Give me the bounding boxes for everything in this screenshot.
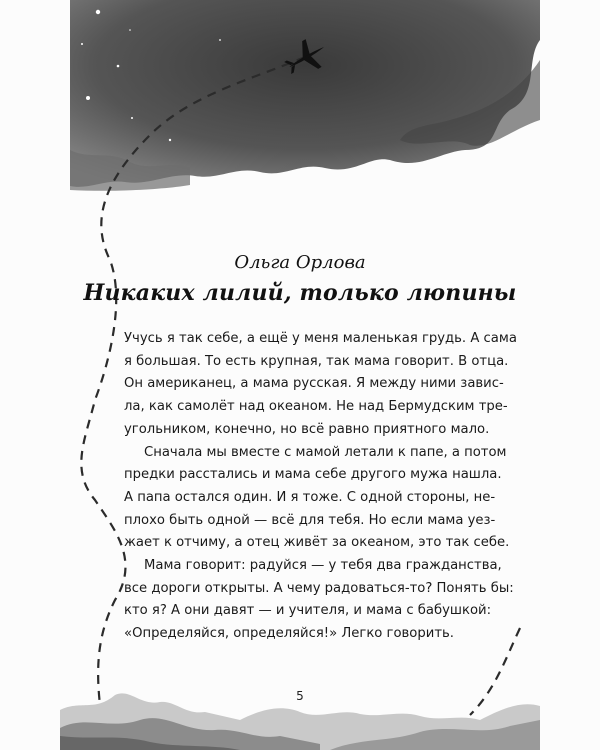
chapter-title: Никаких лилий, только люпины: [83, 280, 517, 306]
page-number: 5: [296, 689, 304, 703]
airplane-icon: [280, 33, 332, 82]
author-name: Ольга Орлова: [234, 252, 366, 273]
text-line: я большая. То есть крупная, так мама говорит. В отца.: [124, 353, 509, 369]
text-line: Учусь я так себе, а ещё у меня маленькая грудь. А сама: [124, 331, 517, 346]
text-line: ла, как самолёт над океаном. Не над Бермудским тре-: [124, 399, 508, 415]
text-line: угольником, конечно, но всё равно приятного мало.: [124, 421, 490, 437]
text-line: Мама говорит: радуйся — у тебя два гражданства,: [144, 558, 502, 574]
text-line: предки расстались и мама себе другого мужа нашла.: [124, 467, 502, 483]
text-line: А папа остался один. И я тоже. С одной стороны, не-: [124, 489, 496, 505]
text-line: плохо быть одной — всё для тебя. Но если мама уез-: [124, 512, 496, 528]
text-line: Он американец, а мама русская. Я между ними завис-: [124, 376, 504, 392]
text-line: «Определяйся, определяйся!» Легко говорить.: [124, 626, 454, 642]
text-line: жает к отчиму, а отец живёт за океаном, это так себе.: [124, 535, 510, 551]
text-line: Сначала мы вместе с мамой летали к папе, а потом: [144, 444, 507, 460]
text-line: кто я? А они давят — и учителя, и мама с бабушкой:: [124, 603, 492, 619]
text-line: все дороги открыты. А чему радоваться-то? Понять бы:: [124, 580, 514, 596]
body-text: [124, 328, 517, 646]
